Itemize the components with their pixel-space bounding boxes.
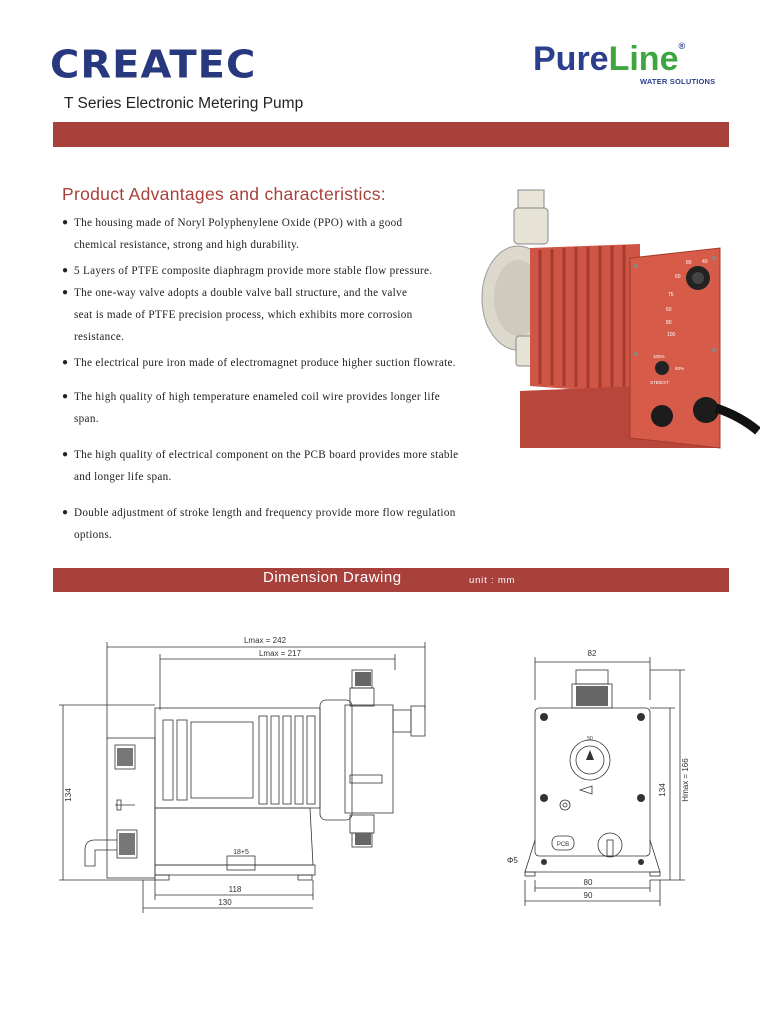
frequency-switch-icon bbox=[655, 361, 669, 375]
mounting-hole-icon bbox=[638, 859, 644, 865]
outlet-connector bbox=[518, 190, 544, 210]
dim-slot: 18+5 bbox=[233, 849, 249, 856]
dial-label: 80 bbox=[666, 320, 672, 326]
outlet-valve bbox=[514, 208, 548, 244]
pcb-label: PCB bbox=[556, 842, 570, 848]
dimension-band bbox=[53, 568, 729, 592]
outlet-thread-icon bbox=[355, 672, 371, 686]
dial-label: 100 bbox=[667, 332, 676, 338]
list-item-text: resistance. bbox=[74, 331, 125, 343]
list-item-text: chemical resistance, strong and high durability. bbox=[74, 239, 300, 251]
dim-118: 118 bbox=[228, 885, 242, 894]
dial-pointer-icon bbox=[586, 750, 594, 760]
bullet-icon: ● bbox=[62, 391, 69, 402]
dial-label: 50 bbox=[587, 736, 593, 742]
dim-phi5: Φ5 bbox=[507, 856, 518, 865]
bullet-icon: ● bbox=[62, 449, 69, 460]
dim-height-134: 134 bbox=[658, 783, 667, 797]
bullet-icon: ● bbox=[62, 287, 69, 298]
screw-icon bbox=[540, 713, 548, 721]
list-item-text: The high quality of electrical component on the PCB board provides more stable bbox=[74, 449, 459, 461]
bullet-icon: ● bbox=[62, 217, 69, 228]
screw-icon bbox=[637, 713, 645, 721]
dim-lmax-242: Lmax = 242 bbox=[243, 636, 287, 645]
list-item-text: seat is made of PTFE precision process, which exhibits more corrosion bbox=[74, 309, 413, 321]
outlet-thread-icon bbox=[576, 686, 608, 706]
createc-logo: CREATEC bbox=[50, 43, 257, 87]
pureline-logo bbox=[533, 42, 685, 76]
dial-label: 75 bbox=[668, 292, 674, 298]
switch-label: 100% bbox=[653, 354, 665, 359]
advantages-list bbox=[62, 212, 502, 546]
list-item-text: The one-way valve adopts a double valve ball structure, and the valve bbox=[74, 287, 408, 299]
front-view-drawing bbox=[500, 640, 700, 910]
header-band bbox=[53, 122, 729, 147]
switch-label: 50% bbox=[675, 366, 685, 371]
dim-80: 80 bbox=[583, 878, 593, 887]
switch-label: STB/EXT bbox=[650, 380, 669, 385]
list-item-text: and longer life span. bbox=[74, 471, 172, 483]
bullet-icon: ● bbox=[62, 357, 69, 368]
advantages-heading: Product Advantages and characteristics: bbox=[62, 184, 386, 204]
list-item-text: The housing made of Noryl Polyphenylene Oxide (PPO) with a good bbox=[74, 217, 403, 229]
screw-icon bbox=[637, 794, 645, 802]
list-item bbox=[62, 352, 502, 374]
list-item bbox=[62, 444, 502, 488]
registered-mark: ® bbox=[678, 41, 686, 51]
mounting-hole-icon bbox=[541, 859, 547, 865]
list-item bbox=[62, 502, 502, 546]
dimension-title: Dimension Drawing bbox=[263, 569, 402, 586]
vent-icon bbox=[117, 748, 133, 766]
list-item-text: 5 Layers of PTFE composite diaphragm provide more stable flow pressure. bbox=[74, 265, 433, 277]
connector-cap-icon bbox=[651, 405, 673, 427]
list-item bbox=[62, 212, 502, 256]
list-item-text: options. bbox=[74, 529, 113, 541]
document-subtitle: T Series Electronic Metering Pump bbox=[64, 95, 304, 112]
power-cable bbox=[716, 408, 758, 431]
dial-label: 40 bbox=[702, 259, 708, 265]
list-item bbox=[62, 260, 502, 282]
side-view-drawing bbox=[55, 630, 455, 920]
dim-hmax: Hmax = 166 bbox=[681, 758, 690, 802]
dim-90: 90 bbox=[583, 891, 593, 900]
screw-icon bbox=[540, 794, 548, 802]
list-item bbox=[62, 282, 502, 348]
list-item-text: span. bbox=[74, 413, 99, 425]
list-item-text: The electrical pure iron made of electromagnet produce higher suction flowrate. bbox=[74, 357, 456, 369]
pureline-tagline: WATER SOLUTIONS bbox=[640, 77, 716, 86]
inlet-thread-icon bbox=[355, 833, 371, 845]
list-item-text: Double adjustment of stroke length and frequency provide more flow regulation bbox=[74, 507, 456, 519]
fitting-icon bbox=[119, 833, 135, 855]
dial-label: 60 bbox=[666, 307, 672, 313]
list-item-text: The high quality of high temperature enameled coil wire provides longer life bbox=[74, 391, 441, 403]
pureline-logo-line: Line bbox=[608, 40, 679, 78]
dim-width-82: 82 bbox=[587, 649, 597, 658]
dim-height-134: 134 bbox=[64, 788, 73, 802]
dial-label: 80 bbox=[686, 260, 692, 266]
bullet-icon: ● bbox=[62, 265, 69, 276]
pump-product-photo bbox=[470, 186, 760, 462]
dial-label: 60 bbox=[675, 274, 681, 280]
dimension-unit: unit : mm bbox=[469, 575, 516, 586]
dim-130: 130 bbox=[218, 898, 232, 907]
dim-lmax-217: Lmax = 217 bbox=[258, 649, 302, 658]
list-item bbox=[62, 386, 502, 430]
bullet-icon: ● bbox=[62, 507, 69, 518]
pureline-logo-pure: Pure bbox=[533, 40, 609, 78]
power-cable-gland-icon bbox=[693, 397, 719, 423]
